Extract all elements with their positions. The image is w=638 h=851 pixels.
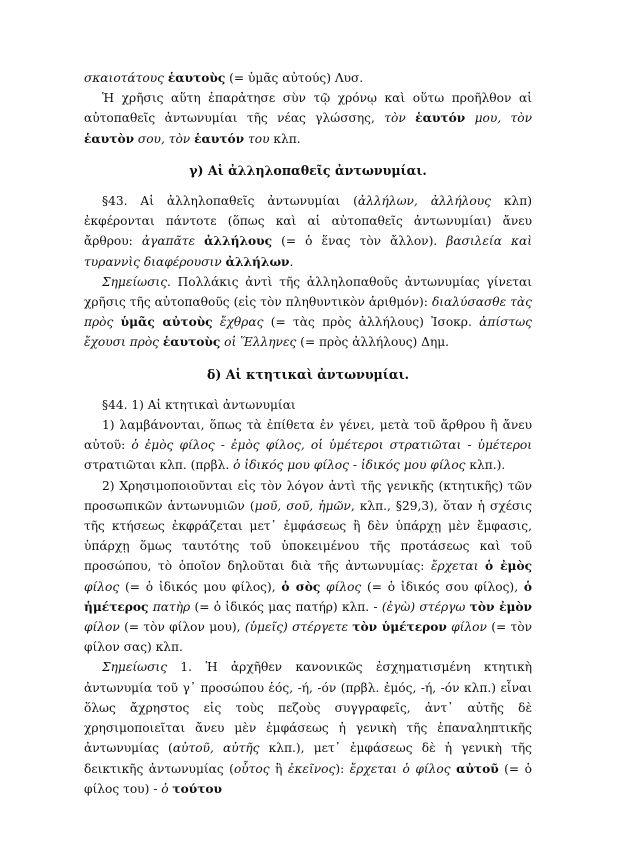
- italic-text: (ὑμεῖς) στέργετε: [244, 620, 353, 635]
- text-run: (= ὁ ἰδικός μας πατήρ) κλπ. -: [190, 599, 382, 614]
- text-run: Ἡ χρῆσις αὕτη ἐπαρἀτησε σὺν τῷ χρόνῳ καὶ οὕτω προῆλθον αἱ αὐτοπαθεῖς ἀντωνυμίαι τῆς νέας γλώσσης,: [84, 91, 532, 126]
- paragraph: [84, 415, 532, 476]
- italic-text: του: [244, 131, 270, 146]
- bold-text: ἑαυτοὺς: [162, 335, 221, 350]
- italic-text: μοῦ, σοῦ, ἡμῶν: [254, 498, 351, 513]
- italic-text: ὁ ἰδικός μου φίλος - ἰδικός μου φίλος: [233, 458, 466, 473]
- text-run: .: [289, 254, 294, 269]
- bold-text: ἑαυτόν: [415, 111, 466, 126]
- italic-text: τὸν: [384, 111, 416, 126]
- text-run: 1. Ἡ ἀρχῆθεν κανονικῶς ἐσχηματισμένη κτητικὴ ἀντωνυμία τοῦ γ᾽ προσώπου ἑός, -ή, -όν (πρβλ. ἐμός, -ή, -όν κλπ.) εἶναι ὅλως ἄχρηστος εἰς τοὺς πεζοὺς συγγραφεῖς, ἀντ᾽ αὐτῆς δὲ χρησιμοποιεῖται ἄνευ μὲν ἐμφάσεως ἡ γενικὴ τῆς ἐπαναληπτικῆς ἀντωνυμίας (: [84, 660, 532, 756]
- bold-text: ἑαυτὸν: [84, 131, 135, 146]
- italic-text: φίλος: [84, 579, 120, 594]
- italic-text: ἔχθρας: [212, 315, 264, 330]
- text-run: 1) λαμβάνονται, ὅπως τὰ ἐπίθετα ἐν γένει, μετὰ τοῦ ἄρθρου ἢ ἄνευ αὐτοῦ:: [84, 418, 532, 453]
- text-run: (= τὸν φίλον μου),: [119, 620, 245, 635]
- paragraph: [84, 68, 532, 88]
- bold-text: ὁ σὸς: [281, 579, 321, 594]
- bold-text: τὸν ἐμὸν: [469, 599, 532, 614]
- bold-text: ὁ ἐμὸς: [485, 559, 532, 574]
- italic-text: Σημείωσις: [102, 660, 168, 675]
- bold-text: ἀλλήλους: [204, 234, 273, 249]
- bold-text: ὁ ἡμέτερος: [84, 579, 532, 614]
- italic-text: (ἐγὼ) στέργω: [381, 599, 470, 614]
- bold-text: ἀλλήλων: [225, 254, 290, 269]
- bold-text: ἑαυτοὺς: [167, 71, 226, 85]
- italic-text: ὁ: [161, 781, 173, 796]
- italic-text: σκαιοτάτους: [84, 71, 168, 85]
- italic-text: βασιλεία καὶ τυραννὶς διαφέρουσιν: [84, 234, 532, 269]
- italic-text: φίλον: [446, 620, 487, 635]
- text-run: (= πρὸς ἀλλήλους) Δημ.: [296, 335, 450, 350]
- text-run: (= ὁ ἕνας τὸν ἄλλον).: [272, 234, 447, 249]
- bold-text: τὸν ὑμέτερον: [352, 620, 447, 635]
- text-run: §43. Αἱ ἀλληλοπαθεῖς ἀντωνυμίαι (: [102, 194, 358, 209]
- text-run: γ) Αἱ ἀλληλοπαθεῖς ἀντωνυμίαι.: [189, 162, 427, 178]
- bold-text: αὐτοῦ: [456, 761, 499, 776]
- paragraph: [84, 657, 532, 798]
- text-run: , κλπ., §29,3), ὅταν ἡ σχέσις τῆς κτήσεως ἐκφράζεται μετ᾽ ἐμφάσεως ἢ δὲν ὑπάρχῃ μὲν ἔμφασις, ὑπάρχῃ ὅμως ταυτότης τοῦ ὑποκειμένου τῆς προτάσεως καὶ τοῦ προσώπου, τὸ ὁποῖον δηλοῦται διὰ τῆς ἀντωνυμίας:: [84, 498, 532, 574]
- paragraph: [84, 272, 532, 353]
- text-run: κλπ.), μετ᾽ ἐμφάσεως δὲ ἡ γενικὴ τῆς δεικτικῆς ἀντωνυμίας (: [84, 741, 533, 776]
- document-page: [84, 68, 532, 799]
- italic-text: διαλύσασθε τὰς πρὸς: [84, 295, 532, 330]
- paragraph: [84, 191, 532, 272]
- bold-text: τούτου: [172, 781, 222, 796]
- bold-text: ἑαυτόν: [194, 131, 245, 146]
- text-run: στρατιῶται κλπ. (πρβλ.: [84, 458, 234, 473]
- text-run: (= ὁ φίλος του) -: [84, 761, 532, 796]
- text-run: ):: [335, 761, 350, 776]
- italic-text: ἐκεῖνος: [287, 761, 336, 776]
- italic-text: πατὴρ: [148, 599, 191, 614]
- text-run: δ) Αἱ κτητικαὶ ἀντωνυμίαι.: [206, 366, 410, 382]
- paragraph: [84, 476, 532, 658]
- italic-text: φίλον: [84, 620, 120, 635]
- text-run: (= τὸν φίλον σας) κλπ.: [84, 620, 532, 655]
- italic-text: ἀγαπᾶτε: [141, 234, 205, 249]
- bold-text: ὑμᾶς αὐτοὺς: [120, 315, 213, 330]
- italic-text: σου, τὸν: [134, 131, 195, 146]
- paragraph: [84, 395, 532, 415]
- italic-text: ὁ ἐμὸς φίλος - ἐμὸς φίλος, οἱ ὑμέτεροι στρατιῶται - ὑμέτεροι: [131, 438, 532, 453]
- paragraph: [84, 88, 532, 149]
- section-heading: [84, 161, 532, 181]
- text-run: (= ὁ ἰδικός σου φίλος),: [361, 579, 524, 594]
- section-heading: [84, 365, 532, 385]
- italic-text: φίλος: [320, 579, 362, 594]
- italic-text: αὐτοῦ, αὐτῆς: [172, 741, 260, 756]
- italic-text: οἱ Ἕλληνες: [220, 335, 297, 350]
- italic-text: οὗτος: [233, 761, 270, 776]
- italic-text: Σημείωσις: [102, 274, 168, 289]
- text-run: . Πολλάκις ἀντὶ τῆς ἀλληλοπαθοῦς ἀντωνυμίας γίνεται χρῆσις τῆς αὐτοπαθοῦς (εἰς τὸν πληθυντικὸν ἀριθμόν):: [84, 274, 532, 310]
- italic-text: ἔρχεται: [431, 559, 486, 574]
- text-run: (= τὰς πρὸς ἀλλήλους) Ἰσοκρ.: [263, 315, 480, 330]
- text-run: (= ὁ ἰδικός μου φίλος),: [119, 579, 282, 594]
- text-run: 2) Χρησιμοποιοῦνται εἰς τὸν λόγον ἀντὶ τῆς γενικῆς (κτητικῆς) τῶν προσωπικῶν ἀντωνυμιῶν (: [84, 478, 532, 513]
- text-run: (= ὑμᾶς αὐτούς) Λυσ.: [225, 71, 364, 85]
- italic-text: ἀλλήλων, ἀλλήλους: [357, 194, 491, 209]
- text-run: ἢ: [269, 761, 288, 776]
- text-run: κλπ.).: [465, 458, 506, 473]
- text-run: κλπ) ἐκφέρονται πάντοτε (ὅπως καὶ αἱ αὐτοπαθεῖς ἀντωνυμίαι) ἄνευ ἄρθρου:: [84, 194, 533, 249]
- italic-text: ἔρχεται ὁ φίλος: [349, 761, 457, 776]
- text-run: κλπ.: [269, 131, 301, 146]
- italic-text: μου, τὸν: [465, 111, 533, 126]
- text-run: §44. 1) Αἱ κτητικαὶ ἀντωνυμίαι: [102, 397, 296, 412]
- italic-text: ἀπίστως ἔχουσι πρὸς: [84, 315, 533, 350]
